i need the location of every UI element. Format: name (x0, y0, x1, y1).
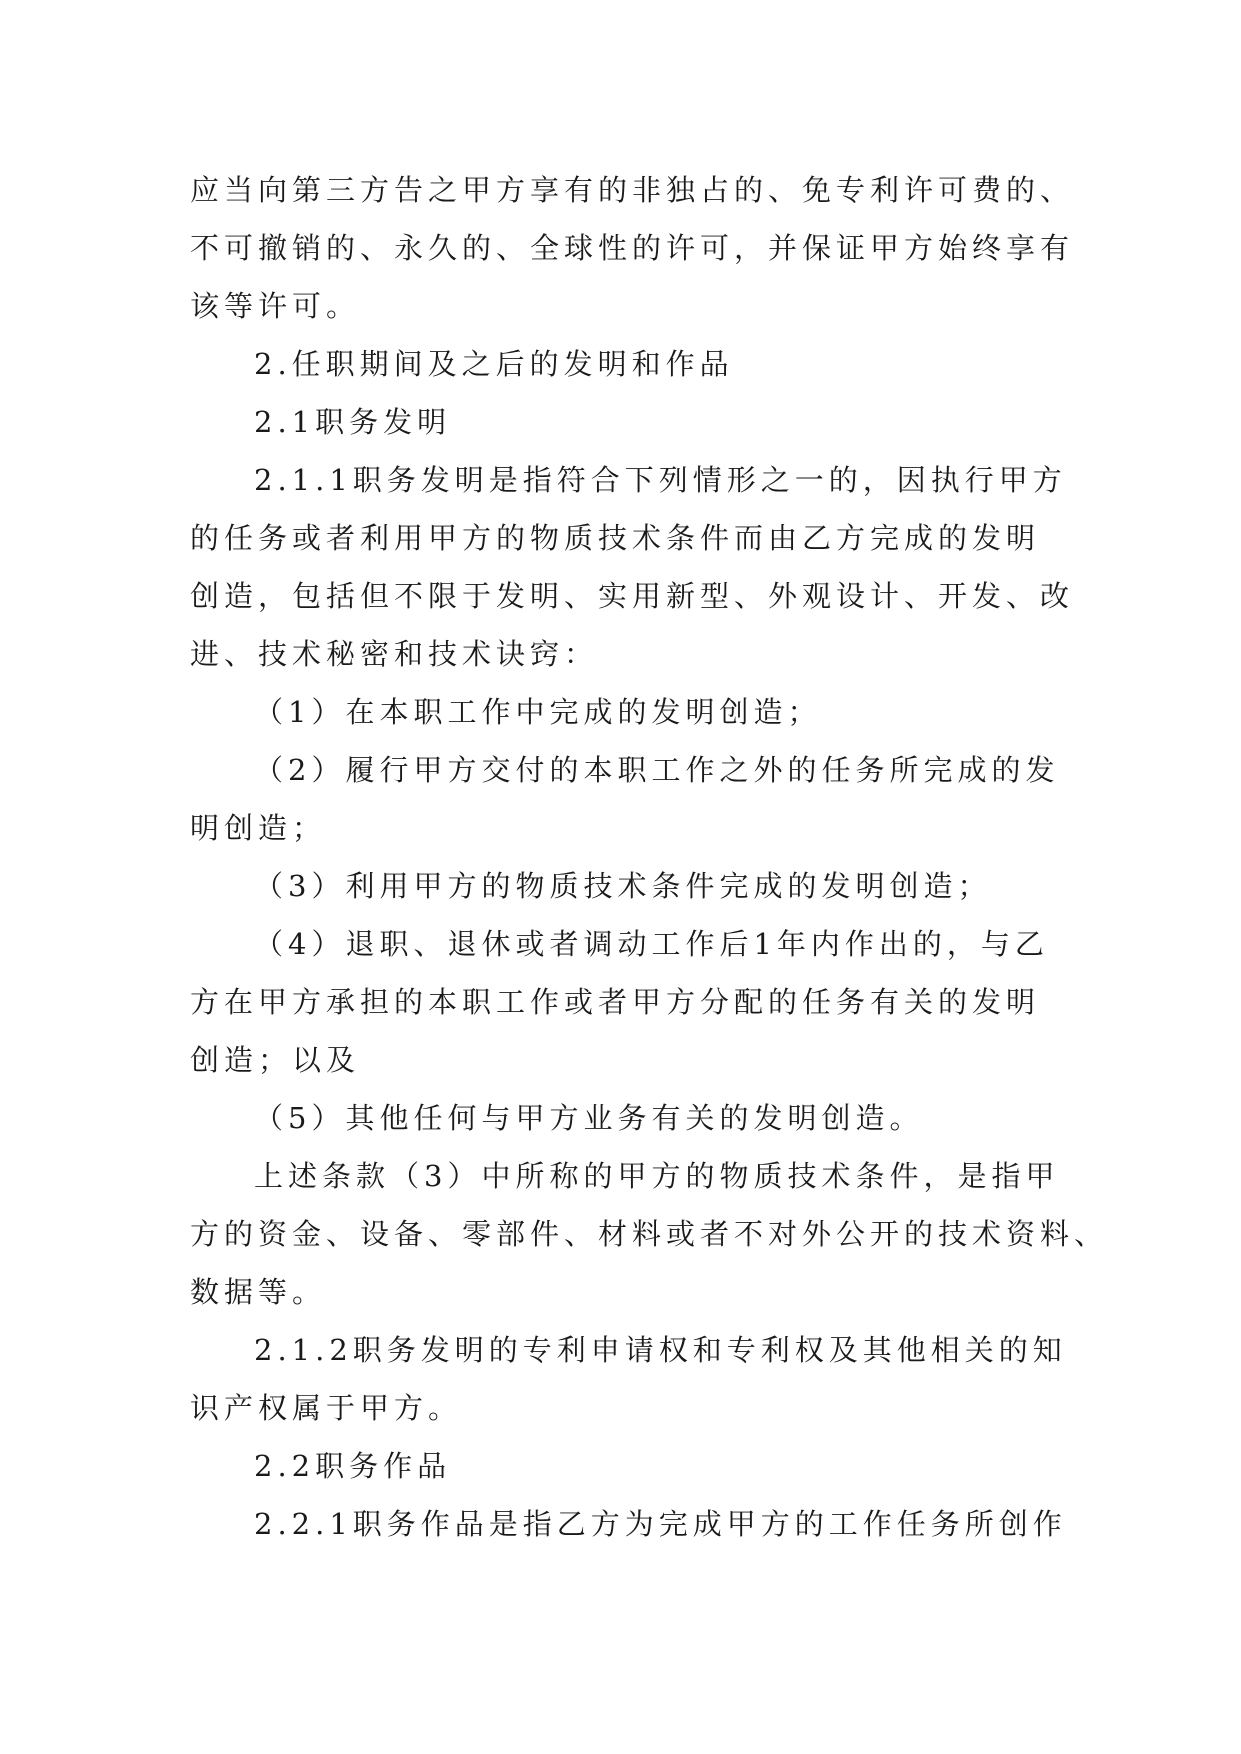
list-item: （4）退职、退休或者调动工作后1年内作出的，与乙 (254, 927, 1049, 961)
subsection-heading: 2.2职务作品 (254, 1449, 452, 1483)
text-line: 应当向第三方告之甲方享有的非独占的、免专利许可费的、 (190, 173, 1075, 207)
text-line: 方在甲方承担的本职工作或者甲方分配的任务有关的发明 (190, 985, 1041, 1019)
subsection-heading: 2.1职务发明 (254, 405, 452, 439)
text-line: 明创造； (190, 811, 327, 845)
text-line: 创造；以及 (190, 1043, 361, 1077)
text-line: 进、技术秘密和技术诀窍： (190, 637, 599, 671)
text-line: 2.1.1职务发明是指符合下列情形之一的，因执行甲方 (254, 463, 1067, 497)
text-line: 不可撤销的、永久的、全球性的许可，并保证甲方始终享有 (190, 231, 1075, 265)
text-line: 该等许可。 (190, 289, 361, 323)
text-line: 2.1.2职务发明的专利申请权和专利权及其他相关的知 (254, 1333, 1067, 1367)
list-item: （5）其他任何与甲方业务有关的发明创造。 (254, 1101, 924, 1135)
text-line: 的任务或者利用甲方的物质技术条件而由乙方完成的发明 (190, 521, 1041, 555)
list-item: （1）在本职工作中完成的发明创造； (254, 695, 822, 729)
list-item: （3）利用甲方的物质技术条件完成的发明创造； (254, 869, 992, 903)
section-heading: 2.任职期间及之后的发明和作品 (254, 347, 734, 381)
list-item: （2）履行甲方交付的本职工作之外的任务所完成的发 (254, 753, 1060, 787)
text-line: 数据等。 (190, 1275, 327, 1309)
text-line: 上述条款（3）中所称的甲方的物质技术条件，是指甲 (254, 1159, 1060, 1193)
text-line: 创造，包括但不限于发明、实用新型、外观设计、开发、改 (190, 579, 1075, 613)
text-line: 方的资金、设备、零部件、材料或者不对外公开的技术资料、 (190, 1217, 1109, 1251)
text-line: 识产权属于甲方。 (190, 1391, 463, 1425)
text-line: 2.2.1职务作品是指乙方为完成甲方的工作任务所创作 (254, 1507, 1067, 1541)
